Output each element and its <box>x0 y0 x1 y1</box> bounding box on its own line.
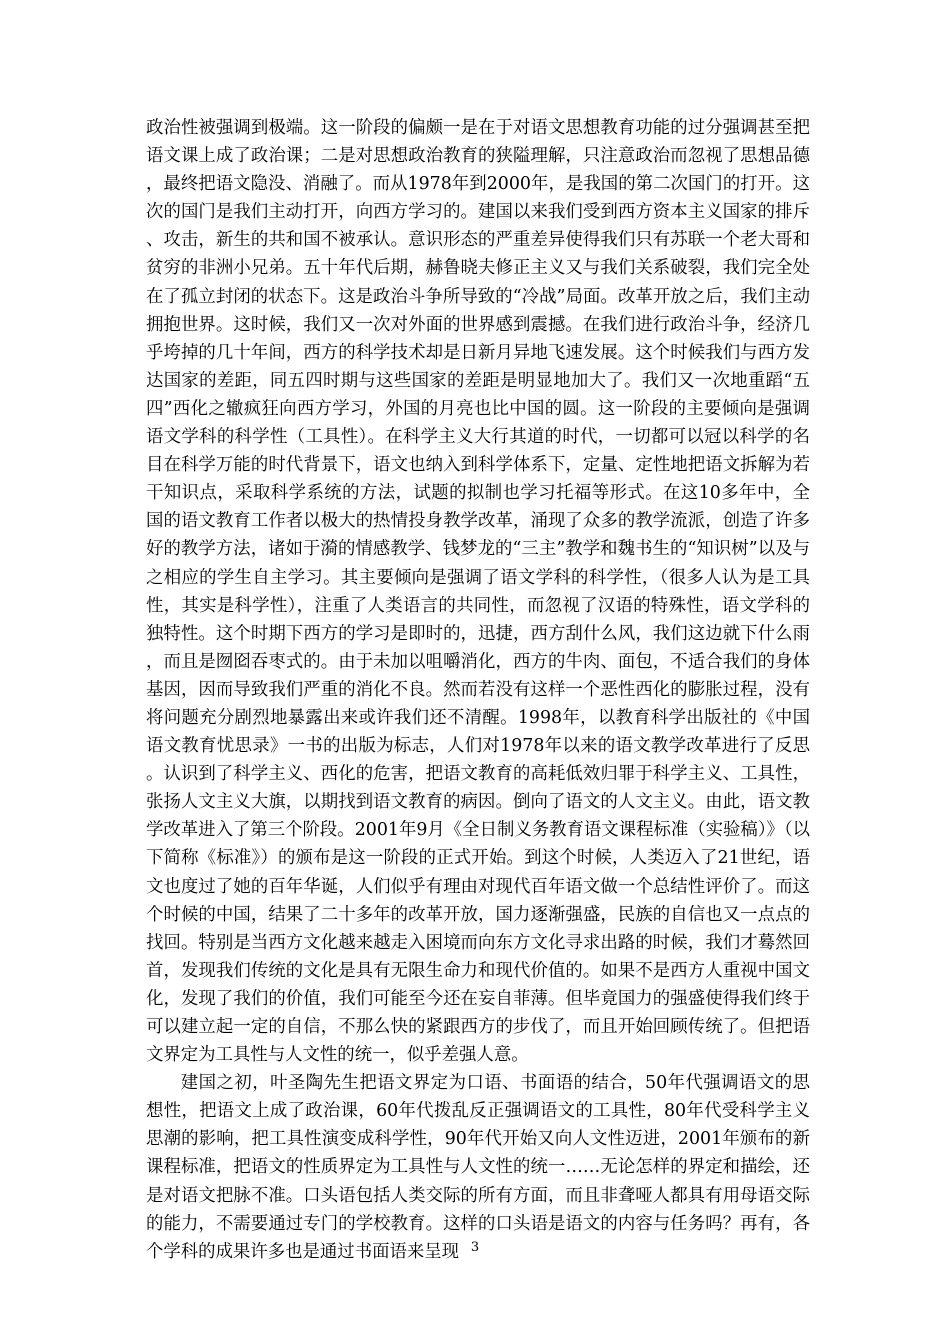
body-text <box>146 114 810 1266</box>
paragraph-1: 政治性被强调到极端。这一阶段的偏颇一是在于对语文思想教育功能的过分强调甚至把语文课上成了政治课；二是对思想政治教育的狭隘理解，只注意政治而忽视了思想品德，最终把语文隐没、消融了。而从1978年到2000年，是我国的第二次国门的打开。这次的国门是我们主动打开，向西方学习的。建国以来我们受到西方资本主义国家的排斥、攻击，新生的共和国不被承认。意识形态的严重差异使得我们只有苏联一个老大哥和贫穷的非洲小兄弟。五十年代后期，赫鲁晓夫修正主义又与我们关系破裂，我们完全处在了孤立封闭的状态下。这是政治斗争所导致的“冷战”局面。改革开放之后，我们主动拥抱世界。这时候，我们又一次对外面的世界感到震撼。在我们进行政治斗争，经济几乎垮掉的几十年间，西方的科学技术却是日新月异地飞速发展。这个时候我们与西方发达国家的差距，同五四时期与这些国家的差距是明显地加大了。我们又一次地重蹈“五四”西化之辙疯狂向西方学习，外国的月亮也比中国的圆。这一阶段的主要倾向是强调语文学科的科学性（工具性）。在科学主义大行其道的时代，一切都可以冠以科学的名目在科学万能的时代背景下，语文也纳入到科学体系下，定量、定性地把语文拆解为若干知识点，采取科学系统的方法，试题的拟制也学习托福等形式。在这10多年中，全国的语文教育工作者以极大的热情投身教学改革，涌现了众多的教学流派，创造了许多好的教学方法，诸如于漪的情感教学、钱梦龙的“三主”教学和魏书生的“知识树”以及与之相应的学生自主学习。其主要倾向是强调了语文学科的科学性，（很多人认为是工具性，其实是科学性），注重了人类语言的共同性，而忽视了汉语的特殊性，语文学科的独特性。这个时期下西方的学习是即时的，迅捷，西方刮什么风，我们这边就下什么雨，而且是囫囵吞枣式的。由于未加以咀嚼消化，西方的牛肉、面包，不适合我们的身体基因，因而导致我们严重的消化不良。然而若没有这样一个恶性西化的膨胀过程，没有将问题充分剧烈地暴露出来或许我们还不清醒。1998年，以教育科学出版社的《中国语文教育忧思录》一书的出版为标志，人们对1978年以来的语文教学改革进行了反思。认识到了科学主义、西化的危害，把语文教育的高耗低效归罪于科学主义、工具性，张扬人文主义大旗，以期找到语文教育的病因。倒向了语文的人文主义。由此，语文教学改革进入了第三个阶段。2001年9月《全日制义务教育语文课程标准（实验稿）》（以下简称《标准》）的颁布是这一阶段的正式开始。到这个时候，人类迈入了21世纪，语文也度过了她的百年华诞，人们似乎有理由对现代百年语文做一个总结性评价了。而这个时候的中国，结果了二十多年的改革开放，国力逐渐强盛，民族的自信也又一点点的找回。特别是当西方文化越来越走入困境而向东方文化寻求出路的时候，我们才蓦然回首，发现我们传统的文化是具有无限生命力和现代价值的。如果不是西方人重视中国文化，发现了我们的价值，我们可能至今还在妄自菲薄。但毕竟国力的强盛使得我们终于可以建立起一定的自信，不那么快的紧跟西方的步伐了，而且开始回顾传统了。但把语文界定为工具性与人文性的统一，似乎差强人意。 <box>146 118 810 1066</box>
page-number: 3 <box>470 1240 480 1255</box>
paragraph-2: 建国之初，叶圣陶先生把语文界定为口语、书面语的结合，50年代强调语文的思想性，把语文上成了政治课，60年代拨乱反正强调语文的工具性，80年代受科学主义思潮的影响，把工具性演变成科学性，90年代开始又向人文性迈进，2001年颁布的新课程标准，把语文的性质界定为工具性与人文性的统一……无论怎样的界定和描绘，还是对语文把脉不准。口头语包括人类交际的所有方面，而且非聋哑人都具有用母语交际的能力，不需要通过专门的学校教育。这样的口头语是语文的内容与任务吗？再有，各个学科的成果许多也是通过书面语来呈现 <box>146 1073 810 1262</box>
